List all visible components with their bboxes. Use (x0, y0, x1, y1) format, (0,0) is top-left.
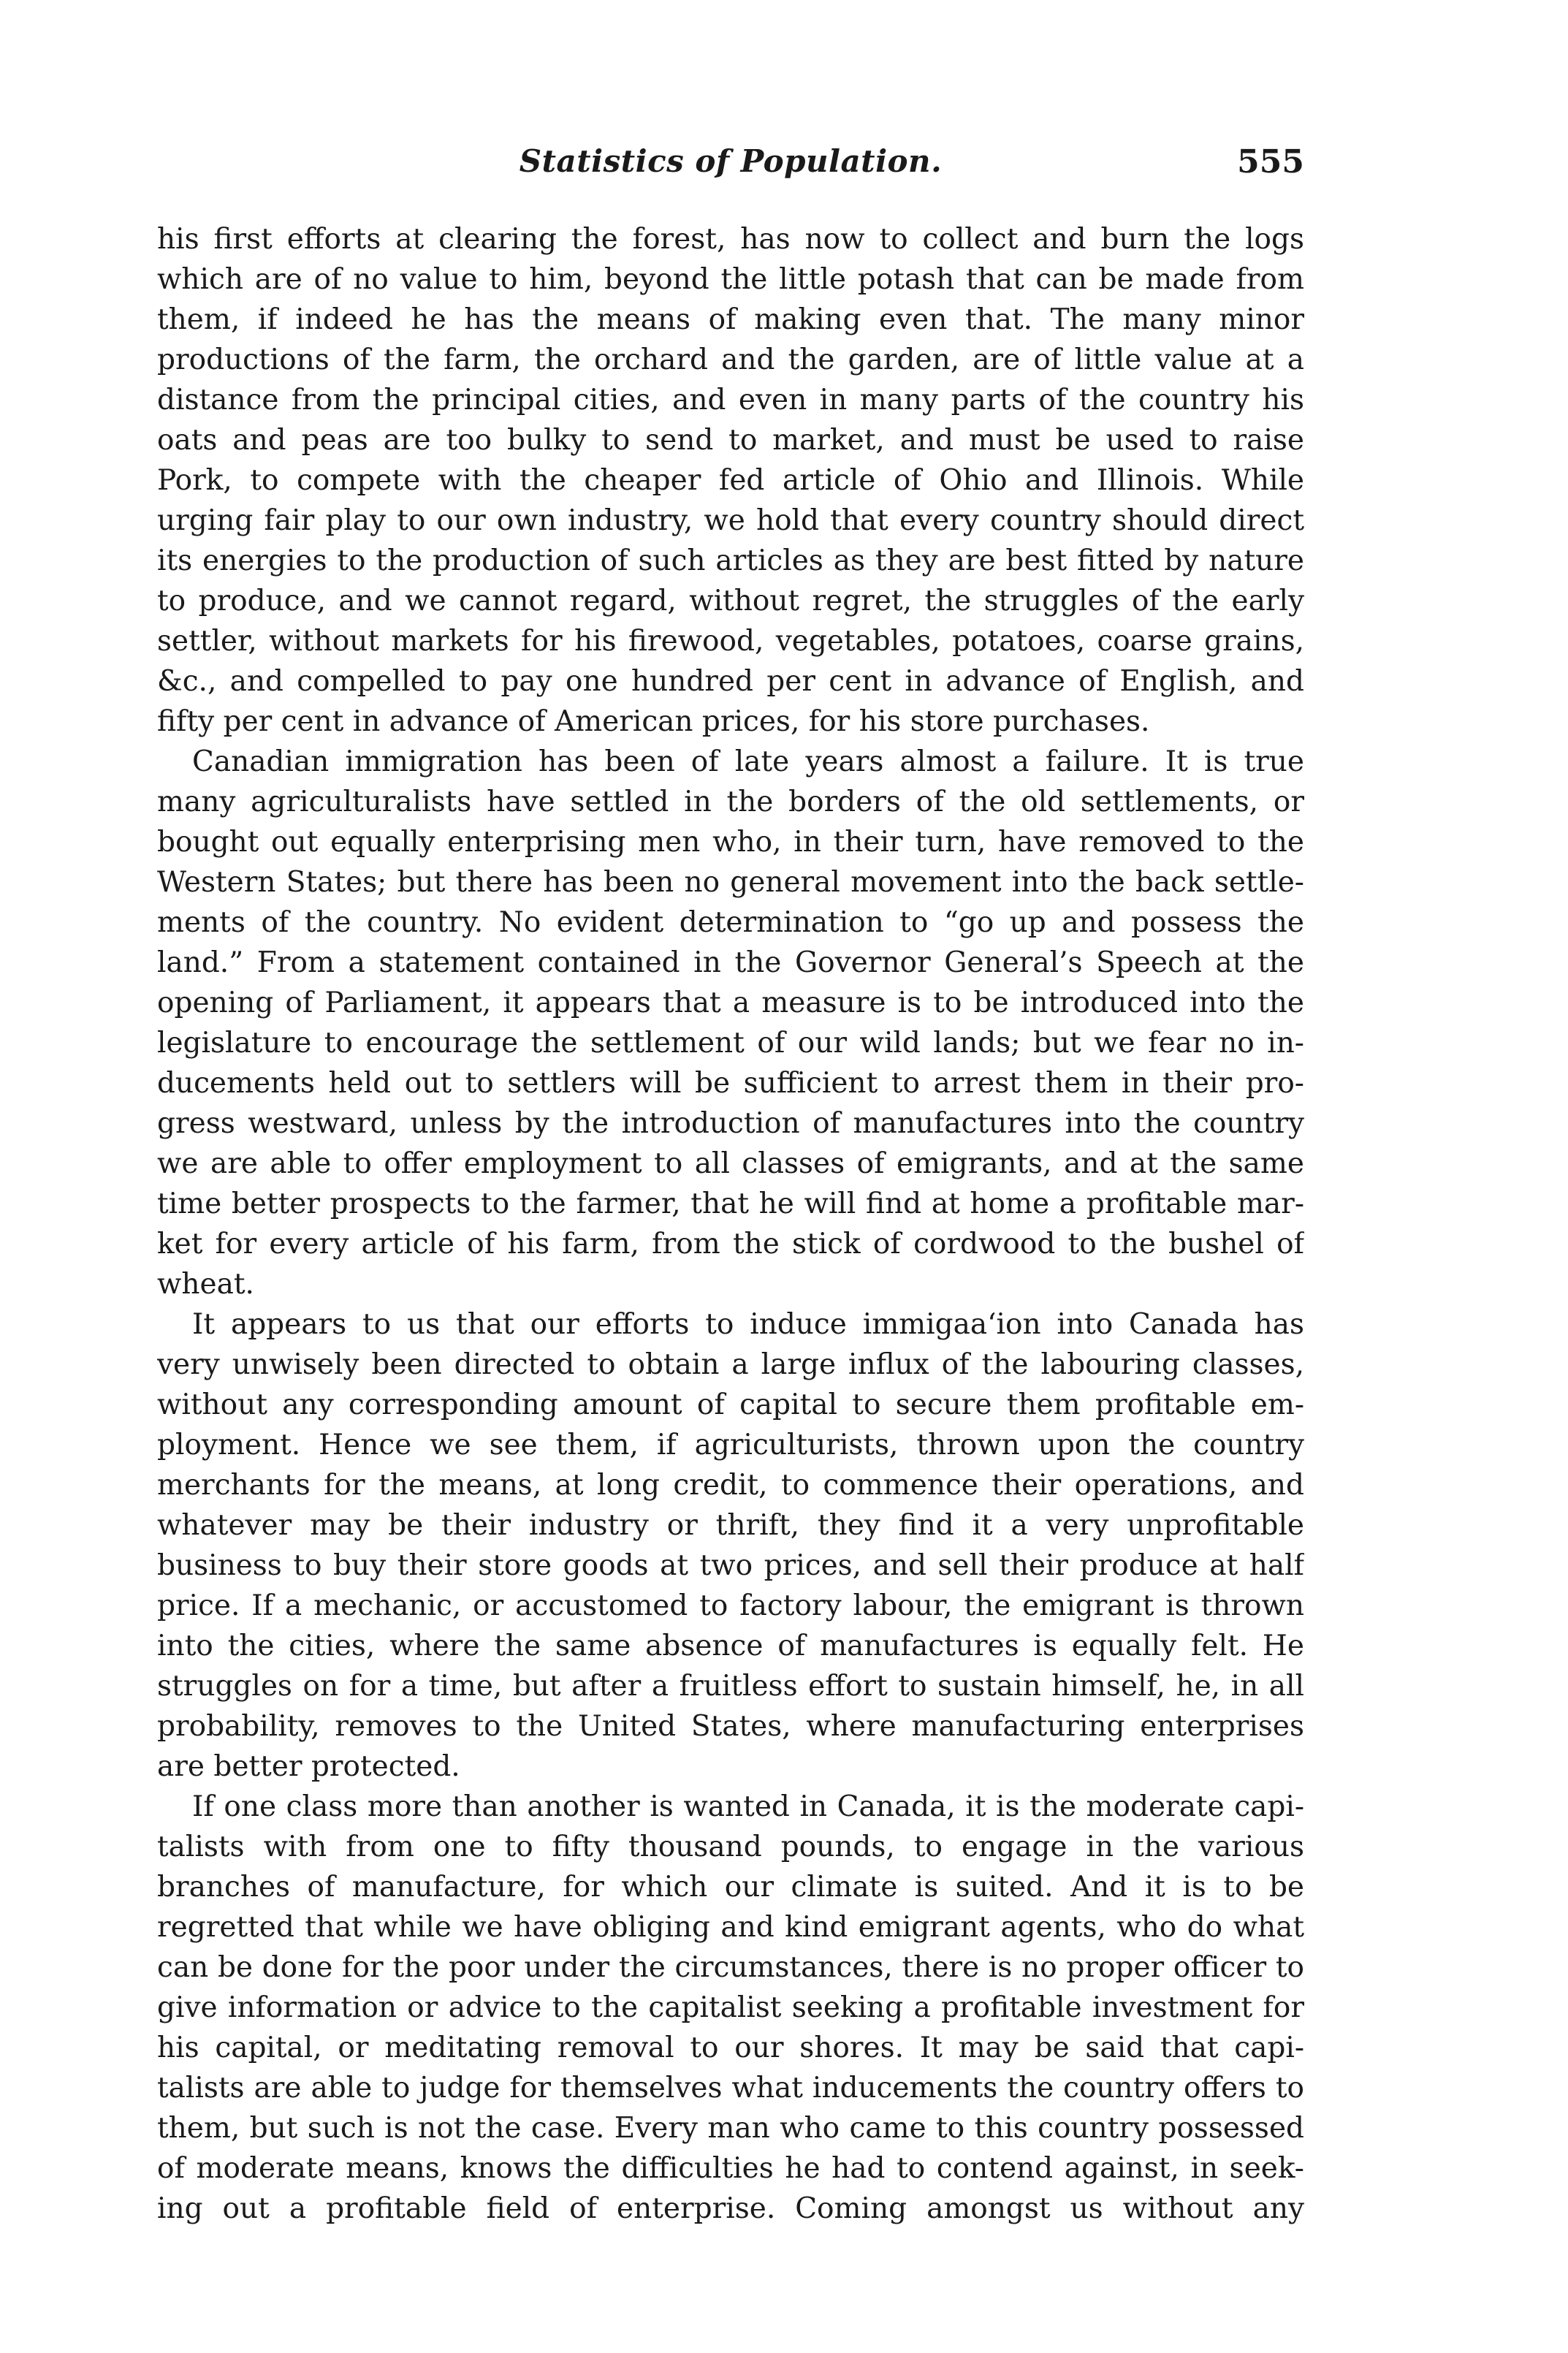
text-line: talists with from one to fifty thousand pounds, to engage in the various (157, 1831, 1304, 1863)
text-line: into the cities, where the same absence of manufactures is equally felt. He (157, 1630, 1304, 1662)
text-line: opening of Parliament, it appears that a measure is to be introduced into the (157, 987, 1304, 1019)
running-title: Statistics of Population. (519, 143, 943, 179)
text-line: Western States; but there has been no general movement into the back settle- (157, 866, 1304, 899)
text-line: regretted that while we have obliging and kind emigrant agents, who do what (157, 1911, 1304, 1944)
paragraph (157, 742, 1304, 1304)
body-text (157, 219, 1304, 2229)
text-line: can be done for the poor under the circumstances, there is no proper officer to (157, 1951, 1304, 1984)
running-head (157, 143, 1304, 194)
paragraph (157, 1304, 1304, 1787)
text-line: branches of manufacture, for which our climate is suited. And it is to be (157, 1871, 1304, 1904)
text-line: to produce, and we cannot regard, without regret, the struggles of the early (157, 585, 1304, 617)
text-line: them, but such is not the case. Every man who came to this country possessed (157, 2112, 1304, 2145)
text-line: gress westward, unless by the introduction of manufactures into the country (157, 1107, 1304, 1140)
paragraph (157, 219, 1304, 742)
text-line: Canadian immigration has been of late years almost a failure. It is true (192, 745, 1304, 778)
text-line: wheat. (157, 1268, 254, 1301)
text-line: It appears to us that our efforts to induce immigaa‘ion into Canada has (192, 1308, 1304, 1341)
text-line: without any corresponding amount of capital to secure them profitable em- (157, 1388, 1304, 1421)
text-line: productions of the farm, the orchard and the garden, are of little value at a (157, 343, 1304, 376)
text-line: legislature to encourage the settlement of our wild lands; but we fear no in- (157, 1027, 1304, 1060)
text-line: we are able to offer employment to all classes of emigrants, and at the same (157, 1147, 1304, 1180)
text-line: very unwisely been directed to obtain a large influx of the labouring classes, (157, 1348, 1304, 1381)
text-line: its energies to the production of such articles as they are best fitted by nature (157, 544, 1304, 577)
text-line: urging fair play to our own industry, we hold that every country should direct (157, 504, 1304, 537)
text-line: ket for every article of his farm, from the stick of cordwood to the bushel of (157, 1228, 1304, 1261)
text-line: business to buy their store goods at two prices, and sell their produce at half (157, 1549, 1304, 1582)
text-line: distance from the principal cities, and even in many parts of the country his (157, 384, 1304, 417)
text-line: many agriculturalists have settled in the borders of the old settlements, or (157, 786, 1304, 818)
text-line: If one class more than another is wanted in Canada, it is the moderate capi- (192, 1790, 1304, 1823)
text-line: probability, removes to the United States, where manufacturing enterprises (157, 1710, 1304, 1743)
text-line: talists are able to judge for themselves what inducements the country offers to (157, 2072, 1304, 2105)
text-line: oats and peas are too bulky to send to market, and must be used to raise (157, 424, 1304, 457)
text-line: give information or advice to the capitalist seeking a profitable investment for (157, 1991, 1304, 2024)
text-line: which are of no value to him, beyond the little potash that can be made from (157, 263, 1304, 296)
text-line: price. If a mechanic, or accustomed to factory labour, the emigrant is thrown (157, 1589, 1304, 1622)
text-line: struggles on for a time, but after a fruitless effort to sustain himself, he, in all (157, 1670, 1304, 1703)
page-number: 555 (1237, 143, 1304, 180)
text-line: of moderate means, knows the difficulties he had to contend against, in seek- (157, 2152, 1304, 2185)
text-line: bought out equally enterprising men who, in their turn, have removed to the (157, 826, 1304, 859)
text-line: his first efforts at clearing the forest, has now to collect and burn the logs (157, 223, 1304, 256)
text-line: ments of the country. No evident determination to “go up and possess the (157, 906, 1304, 939)
text-line: them, if indeed he has the means of making even that. The many minor (157, 303, 1304, 336)
paragraph (157, 1787, 1304, 2229)
text-line: Pork, to compete with the cheaper fed article of Ohio and Illinois. While (157, 464, 1304, 497)
text-line: fifty per cent in advance of American prices, for his store purchases. (157, 705, 1150, 738)
text-line: ing out a profitable field of enterprise. Coming amongst us without any (157, 2192, 1304, 2225)
text-line: whatever may be their industry or thrift, they find it a very unprofitable (157, 1509, 1304, 1542)
text-line: time better prospects to the farmer, that he will find at home a profitable mar- (157, 1187, 1304, 1220)
text-line: land.” From a statement contained in the Governor General’s Speech at the (157, 946, 1304, 979)
text-line: settler, without markets for his firewood, vegetables, potatoes, coarse grains, (157, 625, 1304, 658)
text-line: merchants for the means, at long credit, to commence their operations, and (157, 1469, 1304, 1502)
text-line: are better protected. (157, 1750, 460, 1783)
text-line: ducements held out to settlers will be sufficient to arrest them in their pro- (157, 1067, 1304, 1100)
text-line: his capital, or meditating removal to our shores. It may be said that capi- (157, 2031, 1304, 2064)
text-line: &c., and compelled to pay one hundred per cent in advance of English, and (157, 665, 1304, 698)
text-line: ployment. Hence we see them, if agriculturists, thrown upon the country (157, 1429, 1304, 1461)
